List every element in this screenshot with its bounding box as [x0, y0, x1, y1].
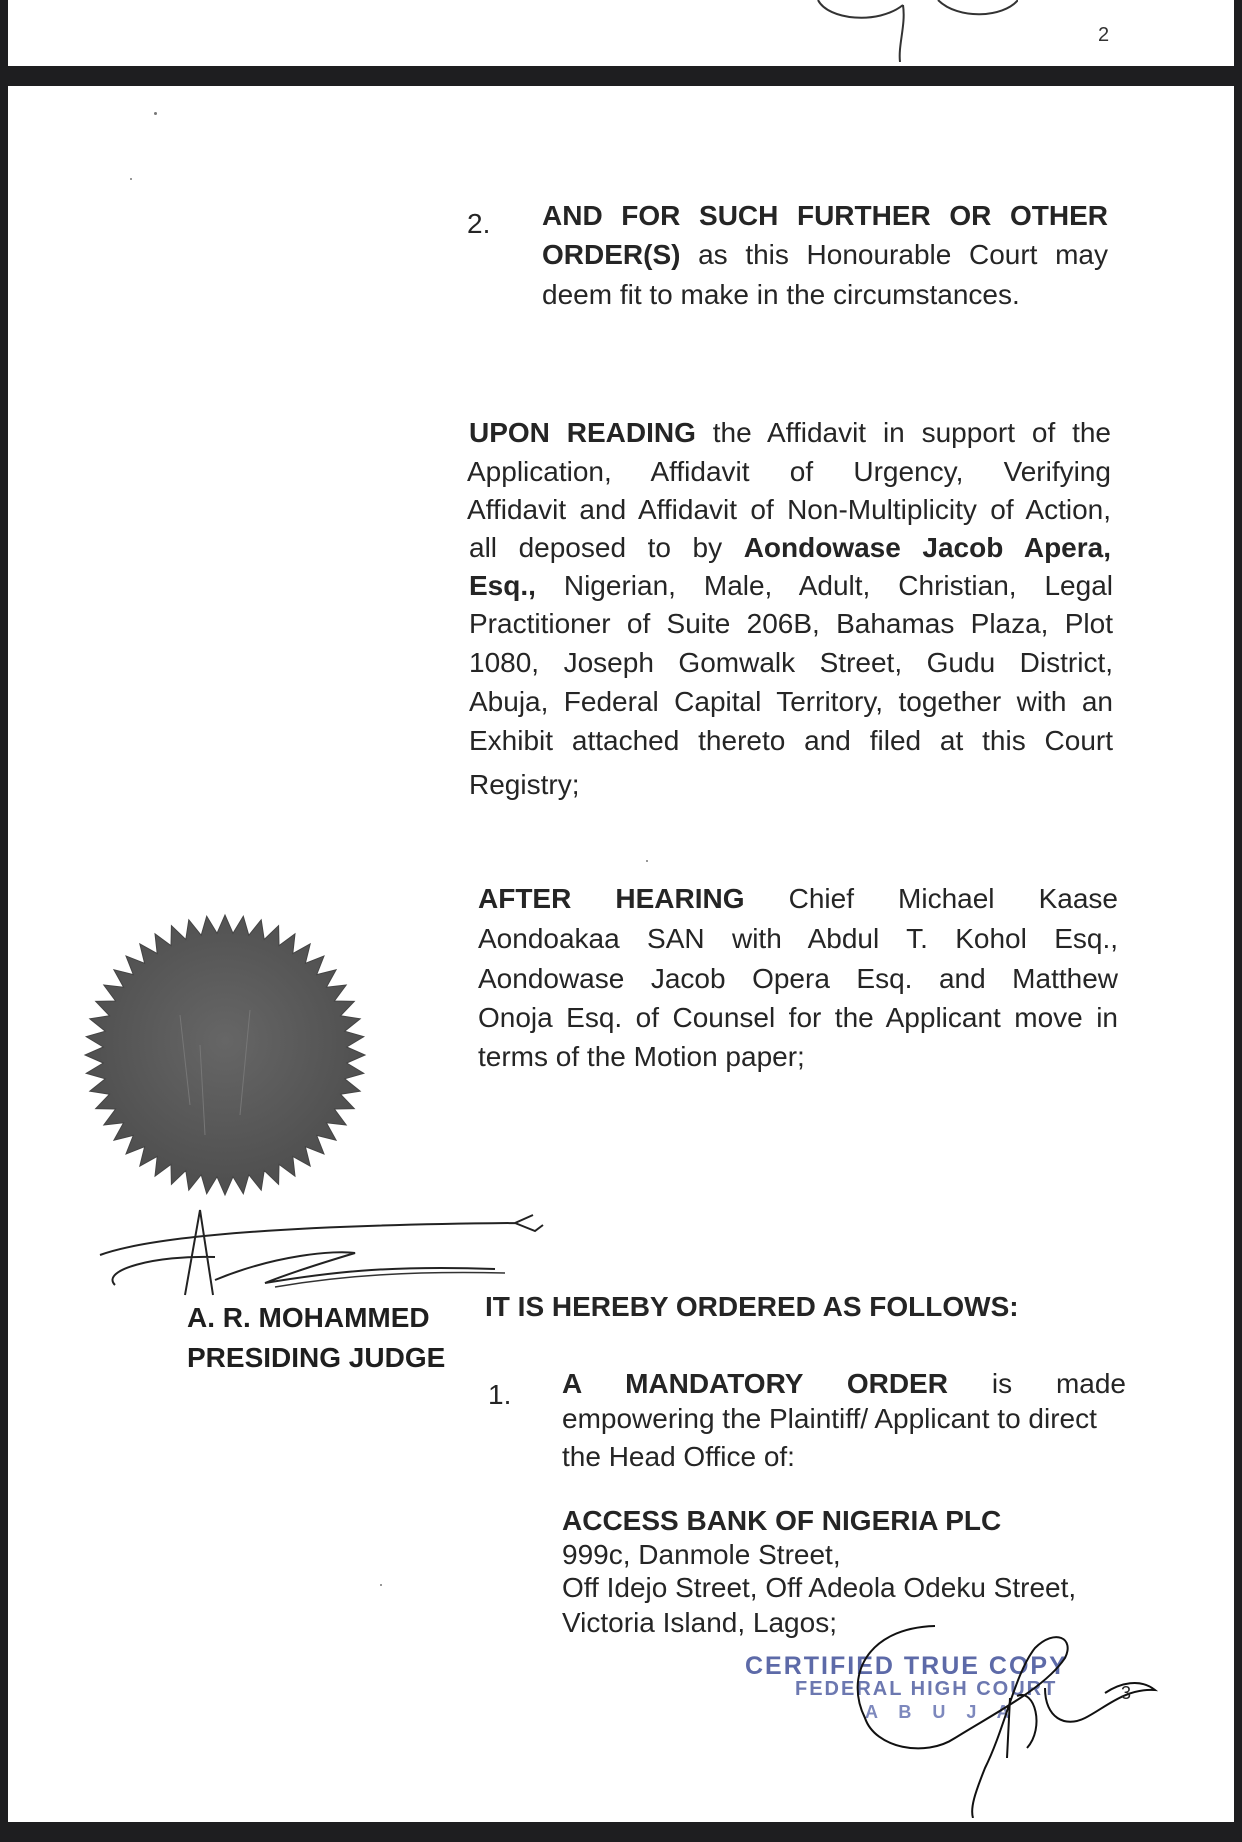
- upon-reading-line-7: 1080, Joseph Gomwalk Street, Gudu District,: [469, 647, 1113, 678]
- after-hearing-line-4: Onoja Esq. of Counsel for the Applicant move in: [478, 1002, 1118, 1033]
- upon-reading-line-9: Exhibit attached thereto and filed at this Court: [469, 725, 1113, 756]
- after-hearing-lead: AFTER HEARING: [478, 883, 745, 914]
- order-1-text: is made: [947, 1368, 1126, 1399]
- upon-reading-text: the Affidavit in support of the: [695, 417, 1112, 448]
- scan-speck: [380, 1584, 382, 1586]
- upon-reading-line-1: [469, 413, 1111, 452]
- scan-speck: [154, 112, 157, 115]
- page-number-top: 2: [1098, 24, 1110, 46]
- stamp-line-1: CERTIFIED TRUE COPY: [745, 1652, 1068, 1680]
- court-seal-icon: [80, 905, 370, 1205]
- after-hearing-line-2: Aondoakaa SAN with Abdul T. Kohol Esq.,: [478, 923, 1118, 954]
- upon-reading-lead: UPON READING: [469, 417, 696, 448]
- after-hearing-text: Chief Michael Kaase: [744, 883, 1118, 914]
- stamp-signature-icon: [745, 1618, 1165, 1818]
- scan-speck: [130, 178, 132, 180]
- upon-reading-line-3: Affidavit and Affidavit of Non-Multiplicity of Action,: [467, 494, 1111, 525]
- clause-2-bold: ORDER(S): [542, 239, 681, 270]
- page-number: 3: [1121, 1683, 1132, 1703]
- upon-reading-line-2: Application, Affidavit of Urgency, Verifying: [467, 456, 1111, 487]
- after-hearing-line-1: [478, 879, 1118, 918]
- stamp-line-2: FEDERAL HIGH COURT: [795, 1678, 1058, 1700]
- deponent-suffix: Esq.,: [469, 570, 536, 601]
- clause-2-number: 2.: [467, 208, 491, 239]
- judge-title: PRESIDING JUDGE: [187, 1342, 446, 1373]
- upon-reading-line-5: [469, 566, 1113, 605]
- upon-reading-text: Nigerian, Male, Adult, Christian, Legal: [535, 570, 1113, 601]
- clause-2-text: as this Honourable Court may: [680, 239, 1108, 270]
- certified-true-copy-stamp: [745, 1618, 1165, 1818]
- after-hearing-line-5: terms of the Motion paper;: [478, 1041, 805, 1072]
- stamp-line-3: A B U J A: [865, 1702, 1018, 1722]
- judge-signature-icon: [95, 1195, 545, 1305]
- order-1-line-2: empowering the Plaintiff/ Applicant to direct: [562, 1403, 1097, 1434]
- previous-page-fragment: [8, 0, 1234, 66]
- judge-name: A. R. MOHAMMED: [187, 1302, 430, 1333]
- upon-reading-line-6: Practitioner of Suite 206B, Bahamas Plaza, Plot: [469, 608, 1113, 639]
- clause-2-line-3: deem fit to make in the circumstances.: [542, 279, 1020, 310]
- clause-2-line-1: AND FOR SUCH FURTHER OR OTHER: [542, 200, 1108, 231]
- clause-2-line-2: [542, 235, 1108, 274]
- scan-speck: [646, 860, 648, 862]
- bank-address-line-3: Victoria Island, Lagos;: [562, 1607, 837, 1638]
- signature-fragment-icon: [788, 0, 1018, 62]
- bank-address-line-2: Off Idejo Street, Off Adeola Odeku Street,: [562, 1572, 1077, 1603]
- order-heading: IT IS HEREBY ORDERED AS FOLLOWS:: [485, 1291, 1019, 1322]
- upon-reading-line-4: [469, 528, 1111, 567]
- order-1-lead: A MANDATORY ORDER: [562, 1368, 948, 1399]
- bank-address-line-1: 999c, Danmole Street,: [562, 1539, 841, 1570]
- order-1-line-3: the Head Office of:: [562, 1441, 795, 1472]
- upon-reading-line-10: Registry;: [469, 769, 580, 800]
- upon-reading-text: all deposed to by: [469, 532, 744, 563]
- upon-reading-line-8: Abuja, Federal Capital Territory, together with an: [469, 686, 1113, 717]
- deponent-name: Aondowase Jacob Apera,: [743, 532, 1111, 563]
- order-1-line-1: [562, 1364, 1126, 1403]
- order-1-number: 1.: [488, 1379, 512, 1410]
- after-hearing-line-3: Aondowase Jacob Opera Esq. and Matthew: [478, 963, 1118, 994]
- judge-block: [187, 1298, 445, 1378]
- bank-name: ACCESS BANK OF NIGERIA PLC: [562, 1505, 1002, 1536]
